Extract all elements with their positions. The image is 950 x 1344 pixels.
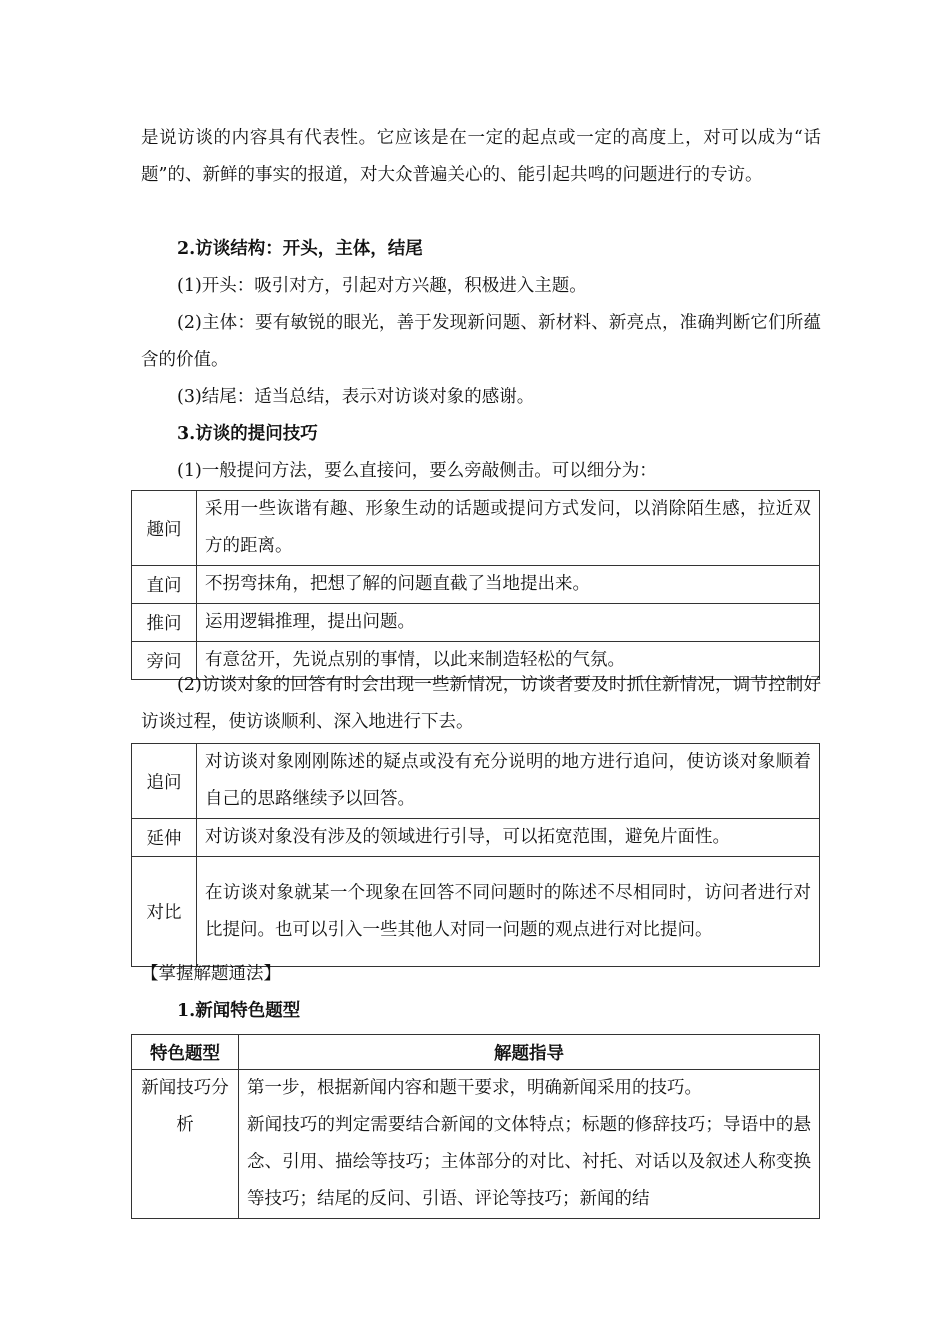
methods-heading: 【掌握解题通法】 [141, 964, 281, 984]
structure-item-opening: (1)开头：吸引对方，引起对方兴趣，积极进入主题。 [177, 276, 587, 296]
table-cell-text: 运用逻辑推理，提出问题。 [197, 604, 820, 642]
structure-item-ending: (3)结尾：适当总结，表示对访谈对象的感谢。 [177, 387, 535, 407]
question-methods-table [131, 490, 820, 680]
table-cell-text: 采用一些诙谐有趣、形象生动的话题或提问方式发问，以消除陌生感，拉近双方的距离。 [197, 491, 820, 566]
techniques-heading: 3.访谈的提问技巧 [177, 424, 318, 444]
guide-detail: 新闻技巧的判定需要结合新闻的文体特点；标题的修辞技巧；导语中的悬念、引用、描绘等技巧；主体部分的对比、衬托、对话以及叙述人称变换等技巧；结尾的反问、引语、评论等技巧；新闻的结 [247, 1115, 811, 1209]
structure-heading: 2.访谈结构：开头，主体，结尾 [177, 239, 423, 259]
table-cell-label: 直问 [132, 566, 197, 604]
table-header-row [132, 1035, 820, 1070]
table-cell-label: 推问 [132, 604, 197, 642]
table-row [132, 604, 820, 642]
table-cell-text: 对访谈对象没有涉及的领域进行引导，可以拓宽范围，避免片面性。 [197, 819, 820, 857]
table-row [132, 566, 820, 604]
table-cell-label: 新闻技巧分析 [132, 1070, 239, 1219]
structure-item-body: (2)主体：要有敏锐的眼光，善于发现新问题、新材料、新亮点，准确判断它们所蕴含的价值。 [141, 313, 821, 370]
table-cell-label: 延伸 [132, 819, 197, 857]
table-cell-text: 有意岔开，先说点别的事情，以此来制造轻松的气氛。 [197, 642, 820, 680]
guide-step-one: 第一步，根据新闻内容和题干要求，明确新闻采用的技巧。 [247, 1078, 702, 1098]
intro-paragraph: 是说访谈的内容具有代表性。它应该是在一定的起点或一定的高度上，对可以成为“话题”的、新鲜的事实的报道，对大众普遍关心的、能引起共鸣的问题进行的专访。 [141, 128, 821, 185]
table-header-cell: 特色题型 [132, 1035, 239, 1070]
table-cell-text [239, 1070, 820, 1219]
table-cell-label: 旁问 [132, 642, 197, 680]
table-header-cell: 解题指导 [239, 1035, 820, 1070]
table-row [132, 819, 820, 857]
news-question-types-table [131, 1034, 820, 1219]
table-cell-label: 追问 [132, 744, 197, 819]
table-row [132, 1070, 820, 1219]
table-cell-text: 在访谈对象就某一个现象在回答不同问题时的陈述不尽相同时，访问者进行对比提问。也可以引入一些其他人对同一问题的观点进行对比提问。 [197, 857, 820, 967]
table-cell-text: 对访谈对象刚刚陈述的疑点或没有充分说明的地方进行追问，使访谈对象顺着自己的思路继续予以回答。 [197, 744, 820, 819]
table-row [132, 491, 820, 566]
methods-sub-heading: 1.新闻特色题型 [177, 1001, 301, 1021]
table-cell-label: 趣问 [132, 491, 197, 566]
table-row [132, 744, 820, 819]
table-cell-label: 对比 [132, 857, 197, 967]
table-row [132, 857, 820, 967]
techniques-intro: (1)一般提问方法，要么直接问，要么旁敲侧击。可以细分为： [177, 461, 657, 481]
techniques-intro-2: (2)访谈对象的回答有时会出现一些新情况，访谈者要及时抓住新情况，调节控制好访谈过程，使访谈顺利、深入地进行下去。 [141, 675, 821, 732]
follow-up-methods-table [131, 743, 820, 967]
table-cell-text: 不拐弯抹角，把想了解的问题直截了当地提出来。 [197, 566, 820, 604]
